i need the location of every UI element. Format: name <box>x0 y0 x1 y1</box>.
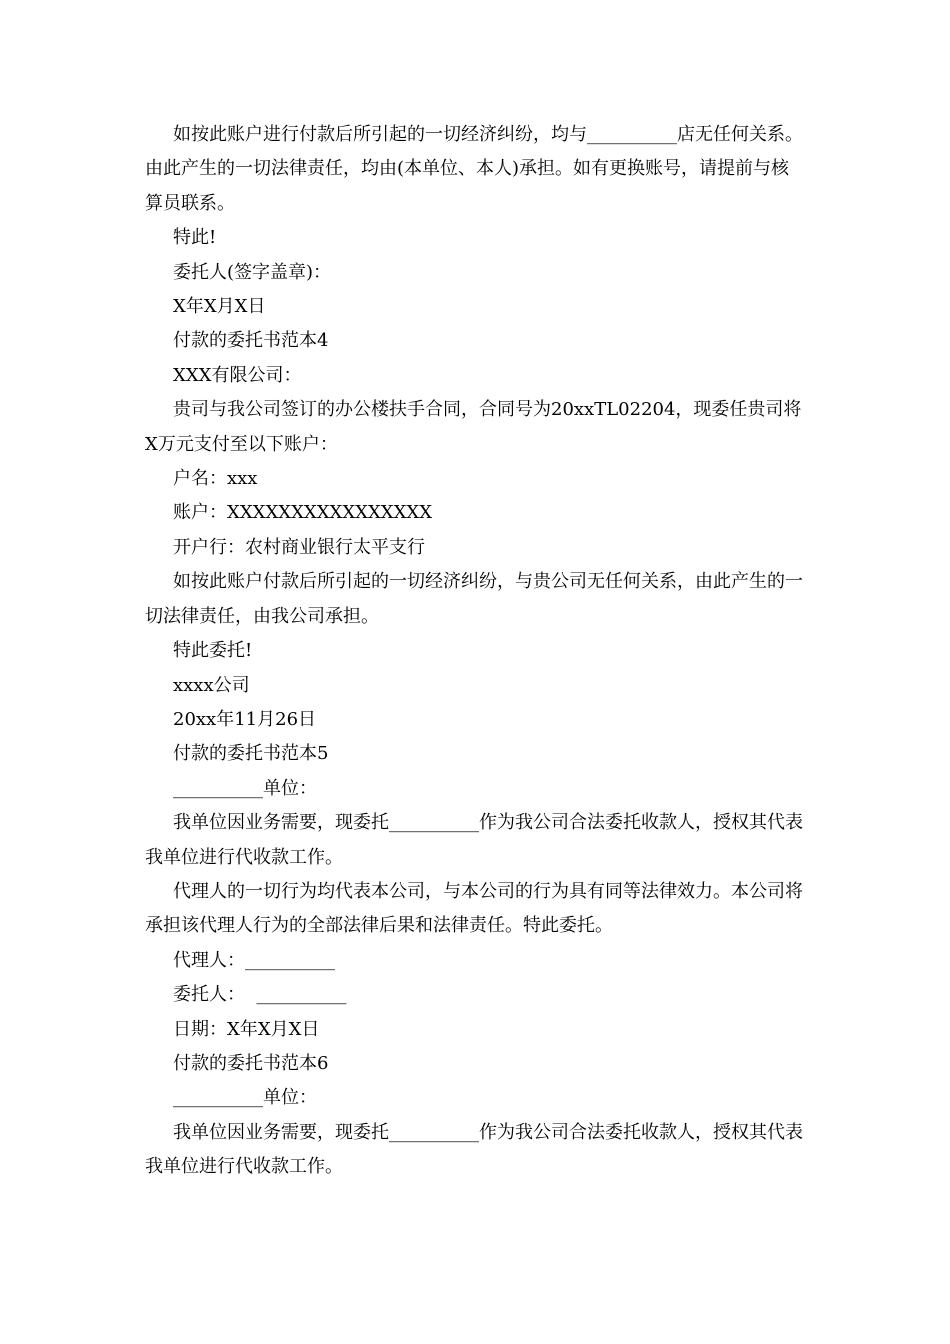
paragraph-liability-clause: 如按此账户进行付款后所引起的一切经济纠纷，均与__________店无任何关系。由此产生的一切法律责任，均由(本单位、本人)承担。如有更换账号，请提前与核算员联系。 <box>145 124 803 214</box>
paragraph-unit-addressee-2: __________单位： <box>173 1087 317 1109</box>
paragraph-date-2: 20xx年11月26日 <box>173 708 317 730</box>
paragraph-agent-effect: 代理人的一切行为均代表本公司，与本公司的行为具有同等法律效力。本公司将承担该代理人行为的全部法律后果和法律责任。特此委托。 <box>145 880 803 937</box>
section-title-sample-6: 付款的委托书范本6 <box>173 1052 329 1074</box>
paragraph-bank: 开户行：农村商业银行太平支行 <box>173 536 425 558</box>
paragraph-account-name: 户名：xxx <box>173 468 258 490</box>
paragraph-liability-clause-2: 如按此账户付款后所引起的一切经济纠纷，与贵公司无任何关系，由此产生的一切法律责任，由我公司承担。 <box>145 571 803 627</box>
paragraph-principal-signature: 委托人(签字盖章)： <box>173 261 332 283</box>
paragraph-agent-signature: 代理人：__________ <box>173 949 335 971</box>
paragraph-account-number: 账户：XXXXXXXXXXXXXXXX <box>173 502 433 524</box>
paragraph-addressee: XXX有限公司： <box>173 364 302 386</box>
section-title-sample-5: 付款的委托书范本5 <box>173 743 329 765</box>
paragraph-closing-te-ci: 特此! <box>173 227 217 249</box>
paragraph-authorization: 我单位因业务需要，现委托__________作为我公司合法委托收款人，授权其代表我单位进行代收款工作。 <box>145 812 803 868</box>
paragraph-unit-addressee: __________单位： <box>173 777 317 799</box>
paragraph-contract-intro: 贵司与我公司签订的办公楼扶手合同，合同号为20xxTL02204，现委任贵司将X万元支付至以下账户： <box>145 399 802 455</box>
paragraph-date: X年X月X日 <box>173 296 266 318</box>
section-title-sample-4: 付款的委托书范本4 <box>173 330 329 352</box>
paragraph-closing-entrust: 特此委托! <box>173 640 253 662</box>
paragraph-company-signature: xxxx公司 <box>173 674 250 696</box>
paragraph-authorization-2: 我单位因业务需要，现委托__________作为我公司合法委托收款人，授权其代表我单位进行代收款工作。 <box>145 1121 803 1178</box>
paragraph-date-3: 日期：X年X月X日 <box>173 1018 320 1040</box>
paragraph-principal-signature-2: 委托人： __________ <box>173 984 347 1006</box>
document-body <box>145 118 805 1185</box>
